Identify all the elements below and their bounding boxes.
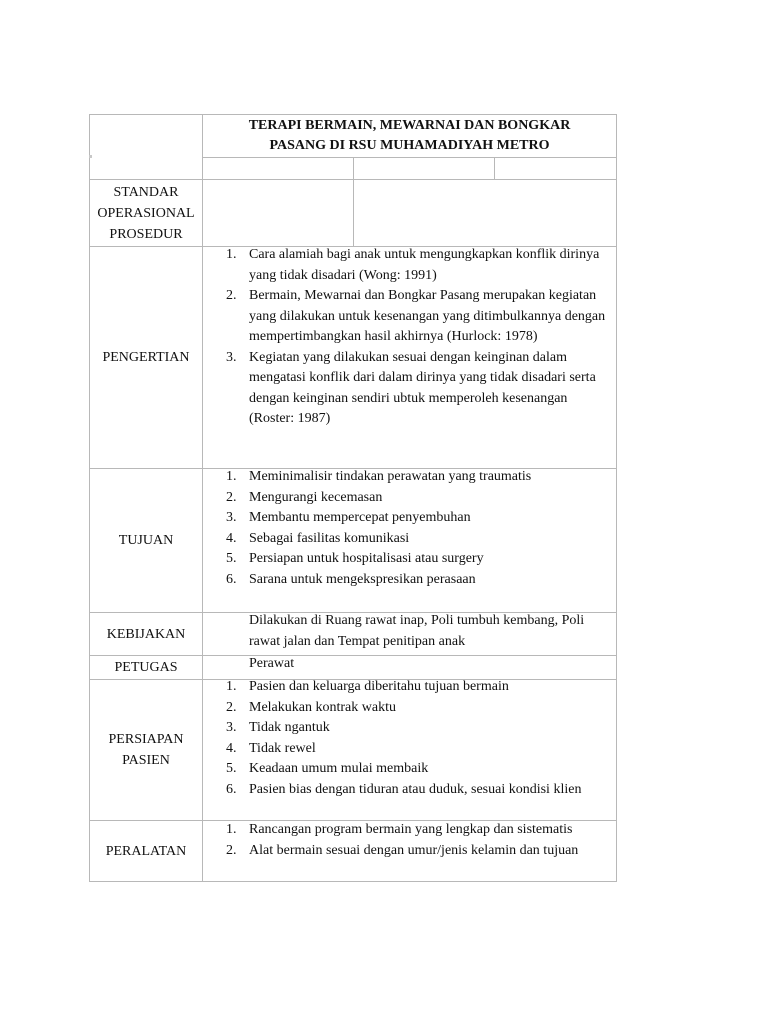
peralatan-row <box>89 821 617 882</box>
document-title <box>203 115 616 158</box>
list-item: 2. Alat bermain sesuai dengan umur/jenis kelamin dan tujuan <box>226 842 579 858</box>
list-item: 1. Rancangan program bermain yang lengkap dan sistematis <box>226 822 573 837</box>
petugas-text: Perawat <box>249 656 295 671</box>
sop-content <box>203 180 616 246</box>
petugas-label: PETUGAS <box>90 656 203 679</box>
list-item: 3. Kegiatan yang dilakukan sesuai dengan keinginan dalam mengatasi konflik dari dalam dirinya yang tidak disadari serta dengan keinginan sendiri ubtuk memperoleh kesenangan (Roster: 1987) <box>226 349 596 426</box>
list-item: 1. Pasien dan keluarga diberitahu tujuan bermain <box>226 679 509 694</box>
list-item: 5. Persiapan untuk hospitalisasi atau surgery <box>226 551 484 566</box>
persiapan-pasien-row <box>89 680 617 821</box>
sop-label-line-1: STANDAR <box>113 184 179 200</box>
sop-label <box>90 180 203 246</box>
persiapan-label-line-1: PERSIAPAN <box>108 732 184 747</box>
tujuan-content <box>203 469 616 612</box>
list-item: 6. Pasien bias dengan tiduran atau duduk, sesuai kondisi klien <box>226 781 582 797</box>
sop-row <box>89 180 617 247</box>
header-label-cell <box>90 115 203 179</box>
pengertian-content <box>203 247 616 468</box>
list-item: 3. Tidak ngantuk <box>226 720 330 735</box>
peralatan-label: PERALATAN <box>90 821 203 881</box>
pengertian-row <box>89 247 617 469</box>
list-item: 2. Bermain, Mewarnai dan Bongkar Pasang merupakan kegiatan yang dilakukan untuk kesenangan yang ditimbulkannya dengan mempertimbangkan hasil akhirnya (Hurlock: 1978) <box>226 288 606 344</box>
kebijakan-content <box>203 613 616 655</box>
peralatan-content <box>203 821 616 881</box>
list-item: 1. Cara alamiah bagi anak untuk mengungkapkan konflik dirinya yang tidak disadari (Wong: 1991) <box>226 247 600 283</box>
list-item: 4. Tidak rewel <box>226 740 316 756</box>
list-item: 5. Keadaan umum mulai membaik <box>226 761 429 776</box>
title-line-1: TERAPI BERMAIN, MEWARNAI DAN BONGKAR <box>248 118 571 133</box>
persiapan-pasien-content <box>203 680 616 820</box>
petugas-content <box>203 656 616 679</box>
sop-label-line-3: PROSEDUR <box>109 226 183 242</box>
persiapan-label-line-2: PASIEN <box>122 753 170 768</box>
header-row <box>89 114 617 180</box>
tujuan-label: TUJUAN <box>90 469 203 612</box>
list-item: 6. Sarana untuk mengekspresikan perasaan <box>226 571 476 587</box>
kebijakan-text: Dilakukan di Ruang rawat inap, Poli tumbuh kembang, Poli rawat jalan dan Tempat penitipan anak <box>249 613 585 649</box>
list-item: 1. Meminimalisir tindakan perawatan yang traumatis <box>226 469 532 484</box>
tujuan-row <box>89 469 617 613</box>
list-item: 4. Sebagai fasilitas komunikasi <box>226 530 410 546</box>
pengertian-label: PENGERTIAN <box>90 247 203 468</box>
kebijakan-label: KEBIJAKAN <box>90 613 203 655</box>
sop-document <box>89 114 617 882</box>
title-line-2: PASANG DI RSU MUHAMADIYAH METRO <box>269 138 550 153</box>
persiapan-pasien-label <box>90 680 203 820</box>
header-subcells <box>203 158 616 179</box>
kebijakan-row <box>89 613 617 656</box>
list-item: 2. Mengurangi kecemasan <box>226 489 383 505</box>
list-item: 2. Melakukan kontrak waktu <box>226 699 396 715</box>
list-item: 3. Membantu mempercepat penyembuhan <box>226 510 471 525</box>
sop-label-line-2: OPERASIONAL <box>97 205 195 221</box>
